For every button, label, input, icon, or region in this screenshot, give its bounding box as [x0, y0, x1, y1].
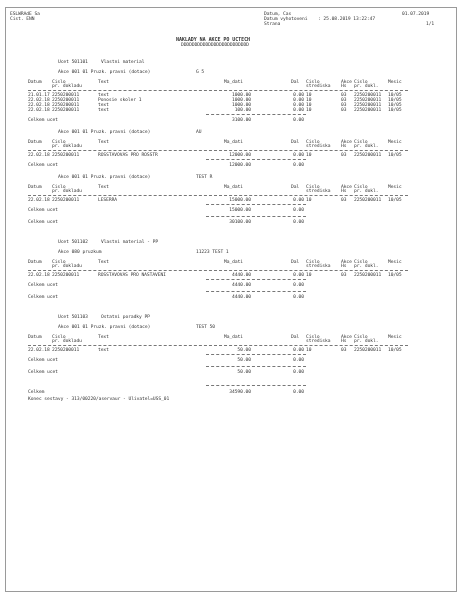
final-rule: [206, 385, 306, 386]
row-hs: 03: [341, 198, 347, 203]
subtotal-dal: 0.00: [293, 358, 304, 363]
row-action-doc: 2250200011: [354, 93, 382, 98]
row-action-doc: 2250200011: [354, 273, 382, 278]
row-hs: 03: [341, 98, 347, 103]
row-date: 22.02.18: [28, 273, 50, 278]
header-rule: [28, 90, 408, 91]
col-cislo2: Cislo: [306, 335, 320, 340]
col-hs: Hs: [341, 84, 347, 89]
subtotal-rule: [206, 114, 306, 115]
report-subtitle: DDDDDDDDDDDDDDDDDDDDDDDDD: [181, 43, 249, 48]
col-ma-dati: Ma_dati: [224, 335, 244, 340]
col-dal: Dal: [291, 335, 300, 340]
col-hs: Hs: [341, 189, 347, 194]
col-strediska: strediska: [306, 339, 331, 344]
col-text: Text: [98, 80, 109, 85]
col-cisla: Cislo: [354, 185, 368, 190]
section-total-label: Celkem ucet: [28, 295, 58, 300]
account-number: Ucet 501103: [58, 315, 88, 320]
row-dal: 0.00: [293, 103, 304, 108]
col-cisla: Cislo: [354, 335, 368, 340]
action-code: 11223 TEST 1: [196, 250, 229, 255]
col-dokl: pr. dokl.: [354, 144, 379, 149]
row-doc-number: 2250200011: [52, 198, 80, 203]
row-hs: 03: [341, 103, 347, 108]
subtotal-label: Celkem ucet: [28, 208, 58, 213]
row-doc-number: 2250200011: [52, 98, 80, 103]
action-name: Akce 001 01 Pruzk. pravni (dotace): [58, 325, 151, 330]
col-mesic: Mesic: [388, 80, 402, 85]
row-amount: 1000.00: [231, 98, 251, 103]
total-rule: [206, 366, 306, 367]
col-akce: Akce: [341, 140, 352, 145]
col-doklad: pr. dokladu: [52, 339, 82, 344]
subtotal-dal: 0.00: [293, 283, 304, 288]
created-label: Datum vyhotoveni: [264, 17, 308, 22]
col-text: Text: [98, 140, 109, 145]
col-cisla: Cislo: [354, 260, 368, 265]
col-dal: Dal: [291, 140, 300, 145]
action-name: Akce 080 pruzkum: [58, 250, 102, 255]
date-label: Datum, Cas: [264, 12, 292, 17]
row-date: 22.02.18: [28, 103, 50, 108]
row-month: 10/05: [388, 98, 402, 103]
col-ma-dati: Ma_dati: [224, 260, 244, 265]
row-doc-number: 2250200011: [52, 153, 80, 158]
col-cisla: Cislo: [354, 140, 368, 145]
subtotal-rule: [206, 354, 306, 355]
row-month: 10/05: [388, 273, 402, 278]
total-rule: [206, 216, 306, 217]
subtotal-label: Celkem ucet: [28, 358, 58, 363]
subtotal-rule: [206, 279, 306, 280]
row-text: ROSSTAVOVAS PRO ROSSTR: [98, 153, 158, 158]
row-date: 22.02.18: [28, 98, 50, 103]
action-code: TEST 50: [196, 325, 216, 330]
row-text: text: [98, 103, 109, 108]
subtotal-dal: 0.00: [293, 163, 304, 168]
col-datum: Datum: [28, 80, 42, 85]
col-mesic: Mesic: [388, 260, 402, 265]
row-action-doc: 2250200011: [354, 348, 382, 353]
row-center: 10: [306, 108, 312, 113]
col-doklad: pr. dokladu: [52, 264, 82, 269]
col-cislo: Cislo: [52, 140, 66, 145]
subtotal-rule: [206, 159, 306, 160]
action-name: Akce 001 01 Pruzk. pravni (dotace): [58, 175, 151, 180]
row-date: 22.02.18: [28, 348, 50, 353]
col-cislo: Cislo: [52, 335, 66, 340]
col-datum: Datum: [28, 185, 42, 190]
col-dal: Dal: [291, 80, 300, 85]
col-mesic: Mesic: [388, 185, 402, 190]
row-hs: 03: [341, 93, 347, 98]
row-doc-number: 2250200011: [52, 273, 80, 278]
row-text: text: [98, 108, 109, 113]
account-number: Ucet 501102: [58, 240, 88, 245]
row-dal: 0.00: [293, 93, 304, 98]
report-page: [5, 7, 457, 592]
col-doklad: pr. dokladu: [52, 189, 82, 194]
col-hs: Hs: [341, 264, 347, 269]
row-text: ROSSTAVOVAS PRO NASTAVENI: [98, 273, 166, 278]
row-month: 10/05: [388, 348, 402, 353]
col-cislo2: Cislo: [306, 80, 320, 85]
subtotal-amount: 12000.00: [229, 163, 251, 168]
action-code: TEST R: [196, 175, 213, 180]
row-month: 10/05: [388, 153, 402, 158]
action-name: Akce 001 01 Pruzk. pravni (dotace): [58, 70, 151, 75]
subtotal-amount: 4440.00: [231, 283, 251, 288]
row-center: 10: [306, 93, 312, 98]
col-akce: Akce: [341, 335, 352, 340]
final-total-label: Celkem: [28, 390, 45, 395]
col-cislo2: Cislo: [306, 185, 320, 190]
row-text: Ponosie skoler 1: [98, 98, 142, 103]
row-hs: 03: [341, 273, 347, 278]
row-text: text: [98, 93, 109, 98]
col-text: Text: [98, 185, 109, 190]
row-center: 10: [306, 198, 312, 203]
report-title: NAKLADY NA AKCE PO UCTECH: [176, 37, 251, 43]
row-dal: 0.00: [293, 198, 304, 203]
subtotal-rule: [206, 204, 306, 205]
row-center: 10: [306, 348, 312, 353]
col-doklad: pr. dokladu: [52, 144, 82, 149]
col-ma-dati: Ma_dati: [224, 140, 244, 145]
col-hs: Hs: [341, 339, 347, 344]
footer-note: Konec sestavy - 313/00220/aservaur - Ulivatel=USS_01: [28, 397, 170, 402]
row-amount: 12000.00: [229, 153, 251, 158]
col-cislo: Cislo: [52, 260, 66, 265]
row-action-doc: 2250200011: [354, 153, 382, 158]
col-cislo: Cislo: [52, 185, 66, 190]
date-value: 01.07.2019: [402, 12, 430, 17]
col-dokl: pr. dokl.: [354, 189, 379, 194]
col-akce: Akce: [341, 80, 352, 85]
col-strediska: strediska: [306, 264, 331, 269]
row-date: 22.02.18: [28, 108, 50, 113]
col-cisla: Cislo: [354, 80, 368, 85]
col-cislo2: Cislo: [306, 260, 320, 265]
subtotal-amount: 3100.00: [231, 118, 251, 123]
account-name: Vlastni material - PP: [101, 240, 159, 245]
row-hs: 03: [341, 153, 347, 158]
col-strediska: strediska: [306, 189, 331, 194]
row-date: 22.02.18: [28, 153, 50, 158]
col-ma-dati: Ma_dati: [224, 80, 244, 85]
section-total-dal: 0.00: [293, 295, 304, 300]
section-total-amount: 4440.00: [231, 295, 251, 300]
row-center: 10: [306, 153, 312, 158]
section-total-amount: 30100.00: [229, 220, 251, 225]
subtotal-label: Celkem ucet: [28, 163, 58, 168]
row-hs: 03: [341, 348, 347, 353]
col-strediska: strediska: [306, 84, 331, 89]
col-hs: Hs: [341, 144, 347, 149]
row-date: 22.02.18: [28, 198, 50, 203]
col-dal: Dal: [291, 260, 300, 265]
action-code: AU: [196, 130, 202, 135]
col-datum: Datum: [28, 140, 42, 145]
row-amount: 100.00: [234, 108, 251, 113]
row-amount: 4440.00: [231, 273, 251, 278]
section-total-amount: 50.00: [237, 370, 251, 375]
row-doc-number: 2250200011: [52, 103, 80, 108]
col-datum: Datum: [28, 335, 42, 340]
row-amount: 15000.00: [229, 198, 251, 203]
header-rule: [28, 195, 408, 196]
col-mesic: Mesic: [388, 140, 402, 145]
action-code: G 5: [196, 70, 205, 75]
row-dal: 0.00: [293, 98, 304, 103]
company-number: Cist. ENN: [10, 17, 35, 22]
final-total-dal: 0.00: [293, 390, 304, 395]
created-value: : 25.08.2019 13:22:47: [318, 17, 376, 22]
row-amount: 1000.00: [231, 103, 251, 108]
account-number: Ucet 501101: [58, 60, 88, 65]
page-label: Strana: [264, 22, 281, 27]
subtotal-amount: 50.00: [237, 358, 251, 363]
col-ma-dati: Ma_dati: [224, 185, 244, 190]
col-doklad: pr. dokladu: [52, 84, 82, 89]
company-name: ESLWRAdE Sa: [10, 12, 40, 17]
row-month: 10/05: [388, 93, 402, 98]
row-date: 21.01.17: [28, 93, 50, 98]
row-center: 10: [306, 103, 312, 108]
row-dal: 0.00: [293, 348, 304, 353]
account-name: Vlastni material: [101, 60, 145, 65]
col-dokl: pr. dokl.: [354, 84, 379, 89]
row-month: 10/05: [388, 108, 402, 113]
subtotal-label: Celkem ucet: [28, 118, 58, 123]
row-doc-number: 2250200011: [52, 108, 80, 113]
col-text: Text: [98, 260, 109, 265]
subtotal-amount: 15000.00: [229, 208, 251, 213]
row-doc-number: 2250200011: [52, 93, 80, 98]
row-doc-number: 2250200011: [52, 348, 80, 353]
row-center: 10: [306, 98, 312, 103]
col-datum: Datum: [28, 260, 42, 265]
row-amount: 1000.00: [231, 93, 251, 98]
section-total-dal: 0.00: [293, 220, 304, 225]
col-text: Text: [98, 335, 109, 340]
row-dal: 0.00: [293, 273, 304, 278]
row-action-doc: 2250200011: [354, 103, 382, 108]
row-dal: 0.00: [293, 108, 304, 113]
row-text: text: [98, 348, 109, 353]
row-hs: 03: [341, 108, 347, 113]
col-dal: Dal: [291, 185, 300, 190]
section-total-label: Celkem ucet: [28, 370, 58, 375]
col-dokl: pr. dokl.: [354, 264, 379, 269]
row-center: 10: [306, 273, 312, 278]
col-strediska: strediska: [306, 144, 331, 149]
subtotal-dal: 0.00: [293, 208, 304, 213]
col-akce: Akce: [341, 260, 352, 265]
page-value: 1/1: [426, 22, 435, 27]
col-mesic: Mesic: [388, 335, 402, 340]
subtotal-dal: 0.00: [293, 118, 304, 123]
col-dokl: pr. dokl.: [354, 339, 379, 344]
final-total-amount: 34590.00: [229, 390, 251, 395]
row-text: LESERRA: [98, 198, 118, 203]
col-cislo: Cislo: [52, 80, 66, 85]
action-name: Akce 001 01 Pruzk. pravni (dotace): [58, 130, 151, 135]
col-akce: Akce: [341, 185, 352, 190]
subtotal-label: Celkem ucet: [28, 283, 58, 288]
header-rule: [28, 150, 408, 151]
col-cislo2: Cislo: [306, 140, 320, 145]
total-rule: [206, 291, 306, 292]
section-total-dal: 0.00: [293, 370, 304, 375]
section-total-label: Celkem ucet: [28, 220, 58, 225]
row-action-doc: 2250200011: [354, 198, 382, 203]
row-month: 10/05: [388, 198, 402, 203]
header-rule: [28, 270, 408, 271]
row-month: 10/05: [388, 103, 402, 108]
row-action-doc: 2250200011: [354, 108, 382, 113]
header-rule: [28, 345, 408, 346]
account-name: Ostatni poradky PP: [101, 315, 150, 320]
row-action-doc: 2250200011: [354, 98, 382, 103]
row-dal: 0.00: [293, 153, 304, 158]
row-amount: 50.00: [237, 348, 251, 353]
